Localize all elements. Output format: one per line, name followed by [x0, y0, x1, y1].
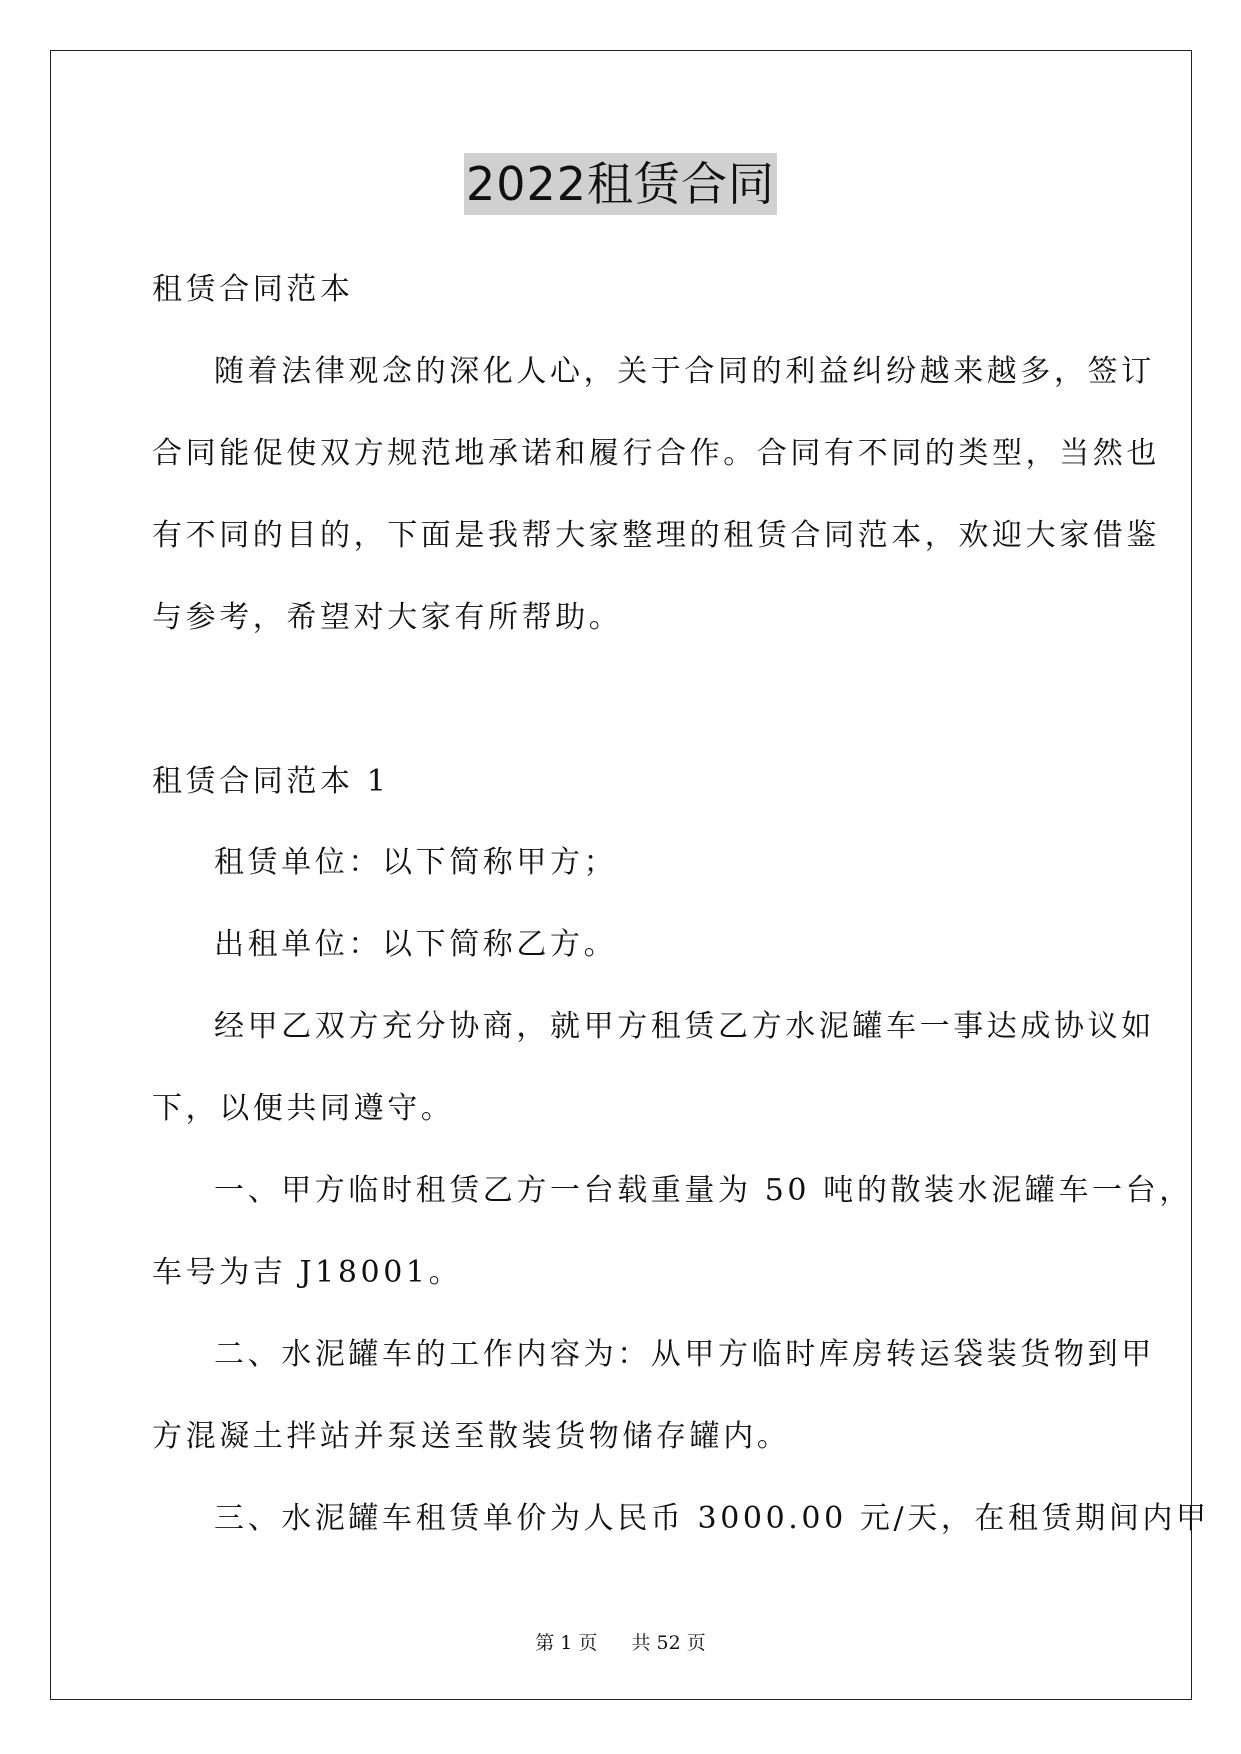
intro-line: 与参考，希望对大家有所帮助。 — [152, 600, 623, 635]
page-total: 共 52 页 — [631, 1632, 706, 1654]
intro-line: 有不同的目的，下面是我帮大家整理的租赁合同范本，欢迎大家借鉴 — [152, 518, 1160, 553]
section-heading: 租赁合同范本 — [152, 272, 354, 307]
body-line: 租赁单位：以下简称甲方； — [214, 845, 618, 880]
body-line: 方混凝土拌站并泵送至散装货物储存罐内。 — [152, 1419, 791, 1454]
body-line: 二、水泥罐车的工作内容为：从甲方临时库房转运袋装货物到甲 — [214, 1337, 1155, 1372]
page-number: 第 1 页 — [535, 1632, 598, 1654]
sample-heading: 租赁合同范本 1 — [152, 764, 390, 799]
document-title: 2022租赁合同 — [464, 153, 777, 215]
body-line: 下，以便共同遵守。 — [152, 1091, 455, 1126]
body-line: 经甲乙双方充分协商，就甲方租赁乙方水泥罐车一事达成协议如 — [214, 1009, 1155, 1044]
intro-line: 合同能促使双方规范地承诺和履行合作。合同有不同的类型，当然也 — [152, 436, 1160, 471]
body-line: 车号为吉 J18001。 — [152, 1255, 463, 1290]
body-line: 一、甲方临时租赁乙方一台载重量为 50 吨的散装水泥罐车一台， — [214, 1173, 1193, 1208]
body-line: 出租单位：以下简称乙方。 — [214, 927, 618, 962]
title-container — [0, 153, 1241, 215]
intro-line: 随着法律观念的深化人心，关于合同的利益纠纷越来越多，签订 — [214, 354, 1155, 389]
page-footer — [0, 1631, 1241, 1655]
body-line: 三、水泥罐车租赁单价为人民币 3000.00 元/天，在租赁期间内甲 — [214, 1501, 1210, 1536]
